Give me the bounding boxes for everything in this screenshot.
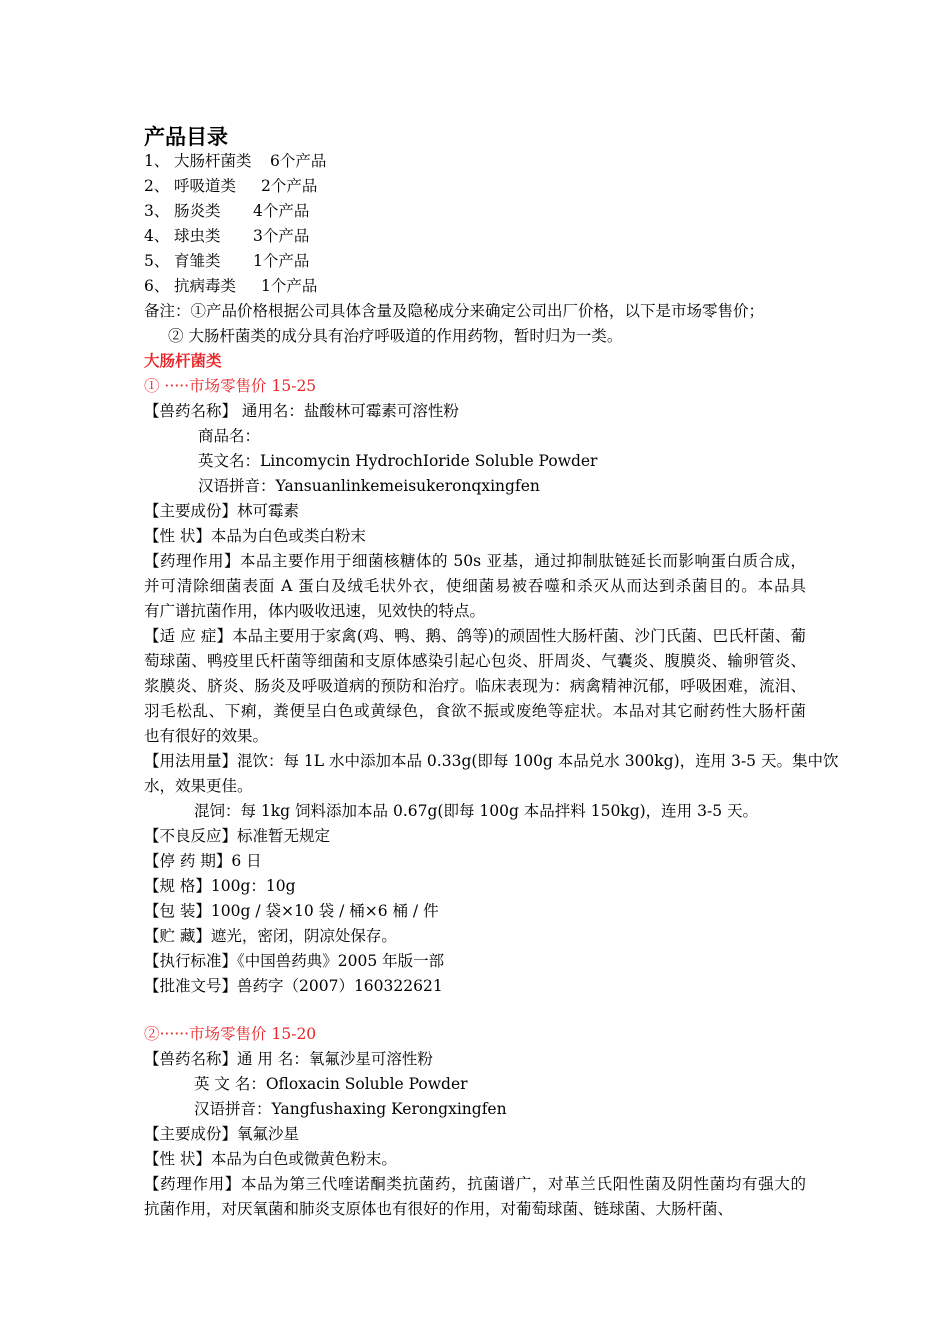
product-1-line: 【停 药 期】6 日 [144, 852, 262, 870]
product-1-line: 水，效果更佳。 [144, 777, 253, 795]
product-1-line: 也有很好的效果。 [144, 727, 269, 745]
note-2: ② 大肠杆菌类的成分具有治疗呼吸道的作用药物，暂时归为一类。 [168, 327, 623, 345]
product-1-line: 汉语拼音：Yansuanlinkemeisukeronqxingfen [198, 477, 540, 495]
product-1-line: 【批准文号】兽药字（2007）160322621 [144, 977, 443, 995]
product-1-line: 萄球菌、鸭疫里氏杆菌等细菌和支原体感染引起心包炎、肝周炎、气囊炎、腹膜炎、输卵管炎、 [144, 652, 806, 670]
toc-item: 3、 肠炎类 4个产品 [144, 202, 310, 220]
toc-item: 4、 球虫类 3个产品 [144, 227, 310, 245]
product-1-line: 【执行标准】《中国兽药典》2005 年版一部 [144, 952, 445, 970]
product-1-line: 【药理作用】本品主要作用于细菌核糖体的 50s 亚基，通过抑制肽链延长而影响蛋白质合成， [144, 552, 806, 570]
toc-item: 2、 呼吸道类 2个产品 [144, 177, 318, 195]
product-1-line: 【不良反应】标准暂无规定 [144, 827, 331, 845]
product-2-line: 【主要成份】氧氟沙星 [144, 1125, 300, 1143]
product-2-line: 英 文 名：Ofloxacin Soluble Powder [194, 1075, 468, 1093]
product-2-line: 【性 状】本品为白色或微黄色粉末。 [144, 1150, 397, 1168]
product-1-line: 并可清除细菌表面 A 蛋白及绒毛状外衣，使细菌易被吞噬和杀灭从而达到杀菌目的。本品具 [144, 577, 806, 595]
product-2-line: 【药理作用】本品为第三代喹诺酮类抗菌药，抗菌谱广，对革兰氏阳性菌及阴性菌均有强大的 [144, 1175, 806, 1193]
product-1-line: 【主要成份】林可霉素 [144, 502, 300, 520]
product-1-price: ① ·····市场零售价 15-25 [144, 377, 317, 395]
product-1-line: 【包 装】100g / 袋×10 袋 / 桶×6 桶 / 件 [144, 902, 439, 920]
product-2-line: 【兽药名称】通 用 名：氧氟沙星可溶性粉 [144, 1050, 433, 1068]
product-1-line: 商品名： [198, 427, 261, 445]
toc-item: 1、 大肠杆菌类 6个产品 [144, 152, 327, 170]
product-1-line: 浆膜炎、脐炎、肠炎及呼吸道病的预防和治疗。临床表现为：病禽精神沉郁，呼吸困难，流泪、 [144, 677, 806, 695]
product-1-line: 有广谱抗菌作用，体内吸收迅速，见效快的特点。 [144, 602, 486, 620]
product-1-line: 【性 状】本品为白色或类白粉末 [144, 527, 366, 545]
toc-item: 5、 育雏类 1个产品 [144, 252, 310, 270]
page-title: 产品目录 [144, 125, 228, 149]
product-1-line: 【兽药名称】 通用名：盐酸林可霉素可溶性粉 [144, 402, 459, 420]
product-2-line: 汉语拼音：Yangfushaxing Kerongxingfen [194, 1100, 507, 1118]
product-1-line: 英文名：Lincomycin HydrochIoride Soluble Powder [198, 452, 598, 470]
product-2-line: 抗菌作用，对厌氧菌和肺炎支原体也有很好的作用，对葡萄球菌、链球菌、大肠杆菌、 [144, 1200, 734, 1218]
product-1-line: 【用法用量】混饮：每 1L 水中添加本品 0.33g(即每 100g 本品兑水 300kg)，连用 3-5 天。集中饮 [144, 752, 839, 770]
section-title: 大肠杆菌类 [144, 352, 222, 370]
product-1-line: 【规 格】100g：10g [144, 877, 296, 895]
note-1: 备注：①产品价格根据公司具体含量及隐秘成分来确定公司出厂价格，以下是市场零售价； [144, 302, 765, 320]
product-1-line: 羽毛松乱、下痢，粪便呈白色或黄绿色，食欲不振或废绝等症状。本品对其它耐药性大肠杆菌 [144, 702, 806, 720]
toc-item: 6、 抗病毒类 1个产品 [144, 277, 318, 295]
product-2-price: ②······市场零售价 15-20 [144, 1025, 317, 1043]
product-1-line: 混饲：每 1kg 饲料添加本品 0.67g(即每 100g 本品拌料 150kg)，连用 3-5 天。 [194, 802, 758, 820]
product-1-line: 【贮 藏】遮光，密闭，阴凉处保存。 [144, 927, 397, 945]
product-1-line: 【适 应 症】本品主要用于家禽(鸡、鸭、鹅、鸽等)的顽固性大肠杆菌、沙门氏菌、巴氏杆菌、葡 [144, 627, 806, 645]
